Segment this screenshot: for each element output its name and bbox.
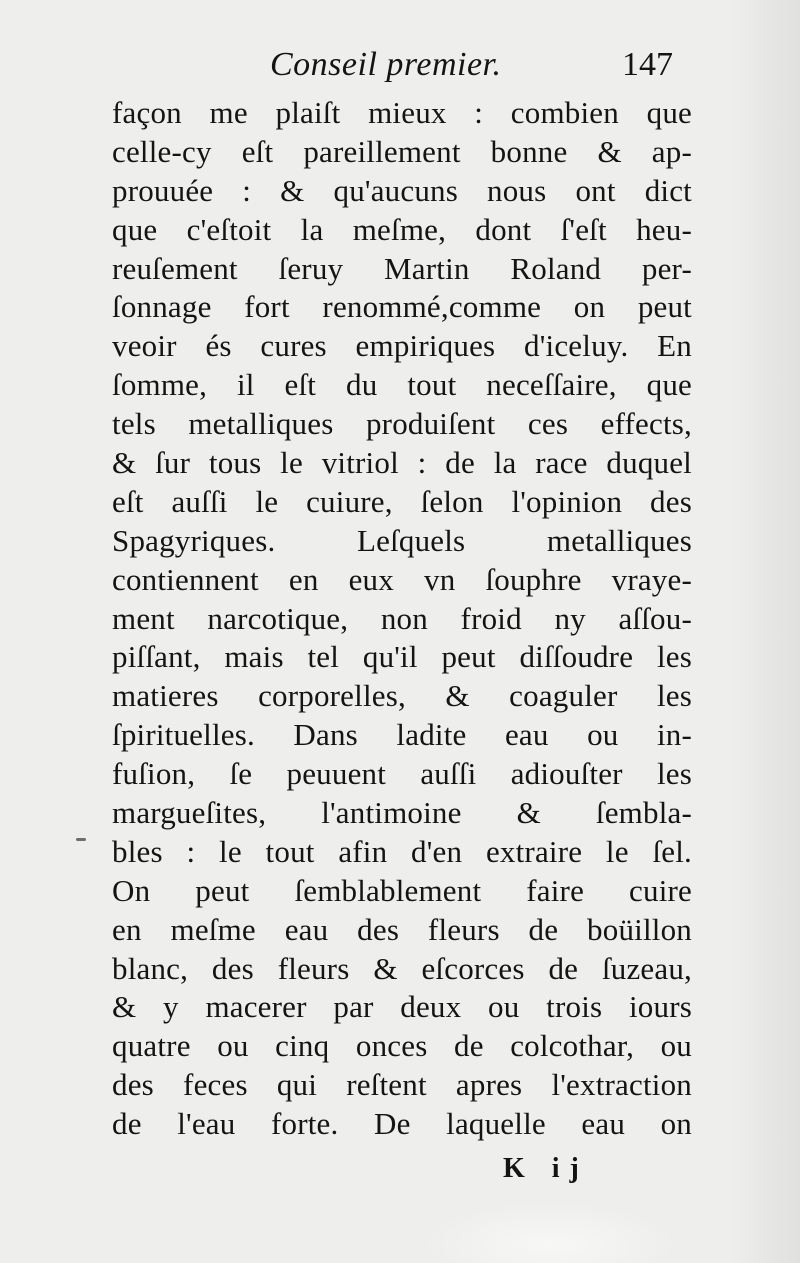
text-line: tels metalliques produiſent ces effects, — [112, 406, 692, 442]
text-line: matieres corporelles, & coaguler les — [112, 678, 692, 714]
paper-stain — [420, 1200, 680, 1263]
text-line: quatre ou cinq onces de colcothar, ou — [112, 1028, 692, 1064]
text-line: reuſement ſeruy Martin Roland per- — [112, 250, 692, 286]
text-line: ſomme, il eſt du tout neceſſaire, que — [112, 367, 692, 403]
text-line: contiennent en eux vn ſouphre vraye- — [112, 561, 692, 597]
text-line: façon me plaiſt mieux : combien que — [112, 95, 692, 130]
signature-mark: K ij — [503, 1153, 589, 1184]
body-text — [112, 94, 692, 1144]
text-line: ſonnage fort renommé,comme on peut — [112, 289, 692, 325]
margin-mark — [76, 838, 86, 841]
text-line: des feces qui reſtent apres l'extraction — [112, 1067, 692, 1103]
text-line: en meſme eau des fleurs de boüillon — [112, 911, 692, 947]
text-line: & y macerer par deux ou trois iours — [112, 989, 692, 1025]
text-line: veoir és cures empiriques d'iceluy. En — [112, 328, 692, 364]
text-line: & ſur tous le vitriol : de la race duquel — [112, 445, 692, 481]
text-line: piſſant, mais tel qu'il peut diſſoudre les — [112, 639, 692, 675]
text-line: ſpirituelles. Dans ladite eau ou in- — [112, 717, 692, 753]
text-line: prouuée : & qu'aucuns nous ont dict — [112, 172, 692, 208]
text-line: On peut ſemblablement faire cuire — [112, 872, 692, 908]
text-line: bles : le tout afin d'en extraire le ſel. — [112, 833, 692, 869]
page-number: 147 — [622, 46, 673, 83]
page-edge-shadow — [730, 0, 800, 1263]
text-line: Spagyriques. Leſquels metalliques — [112, 522, 692, 558]
text-line: margueſites, l'antimoine & ſembla- — [112, 795, 692, 831]
text-line: fuſion, ſe peuuent auſſi adiouſter les — [112, 756, 692, 792]
text-line: de l'eau forte. De laquelle eau on — [112, 1106, 692, 1142]
text-line: ment narcotique, non froid ny aſſou- — [112, 600, 692, 636]
text-line: blanc, des fleurs & eſcorces de ſuzeau, — [112, 950, 692, 986]
text-line: que c'eſtoit la meſme, dont ſ'eſt heu- — [112, 211, 692, 247]
text-line: celle-cy eſt pareillement bonne & ap- — [112, 133, 692, 169]
running-head: Conseil premier. — [270, 46, 502, 83]
text-line: eſt auſſi le cuiure, ſelon l'opinion des — [112, 483, 692, 519]
